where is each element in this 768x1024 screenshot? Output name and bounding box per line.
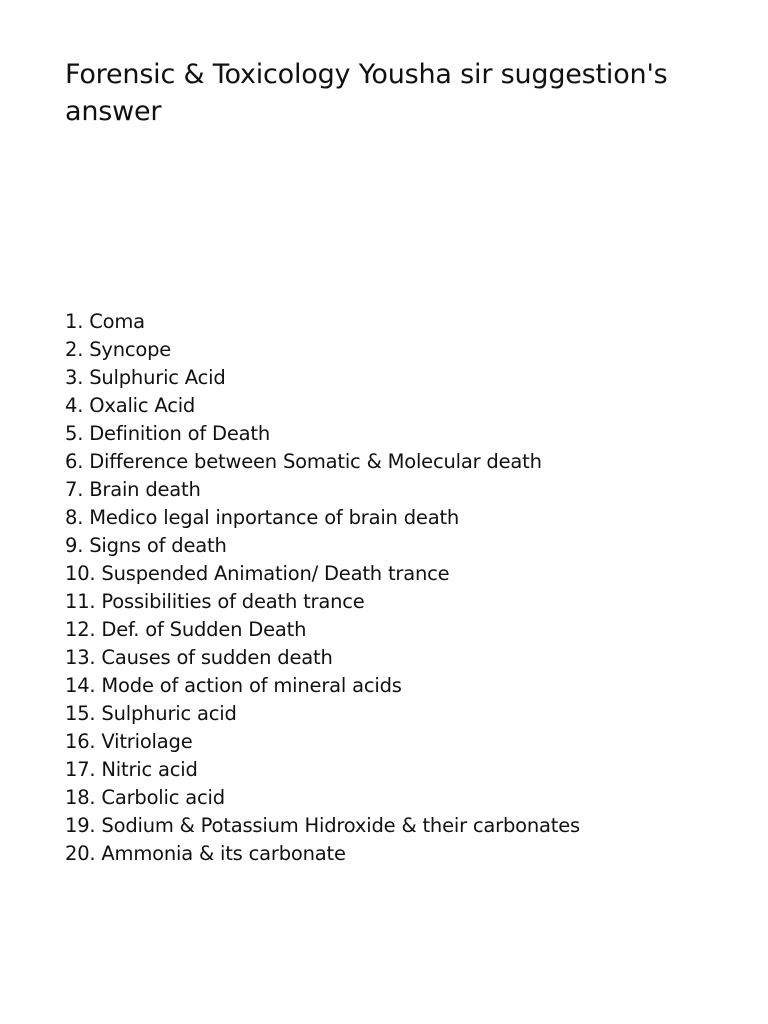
page-title: Forensic & Toxicology Yousha sir suggestion's answer	[65, 59, 668, 127]
list-item: 6. Difference between Somatic & Molecular death	[65, 450, 542, 473]
list-item: 3. Sulphuric Acid	[65, 366, 226, 389]
list-item: 7. Brain death	[65, 478, 201, 501]
list-item: 4. Oxalic Acid	[65, 394, 196, 417]
list-item: 14. Mode of action of mineral acids	[65, 674, 402, 697]
list-item: 9. Signs of death	[65, 534, 227, 557]
list-item: 17. Nitric acid	[65, 758, 198, 781]
list-item: 18. Carbolic acid	[65, 786, 225, 809]
list-item: 11. Possibilities of death trance	[65, 590, 365, 613]
list-item: 13. Causes of sudden death	[65, 646, 333, 669]
list-item: 16. Vitriolage	[65, 730, 193, 753]
list-item: 15. Sulphuric acid	[65, 702, 237, 725]
list-item: 20. Ammonia & its carbonate	[65, 842, 346, 865]
list-item: 5. Definition of Death	[65, 422, 270, 445]
list-item: 1. Coma	[65, 310, 145, 333]
list-item: 2. Syncope	[65, 338, 172, 361]
list-item: 19. Sodium & Potassium Hidroxide & their carbonates	[65, 814, 581, 837]
suggestion-list	[65, 308, 580, 868]
list-item: 8. Medico legal inportance of brain death	[65, 506, 460, 529]
list-item: 12. Def. of Sudden Death	[65, 618, 307, 641]
list-item: 10. Suspended Animation/ Death trance	[65, 562, 450, 585]
